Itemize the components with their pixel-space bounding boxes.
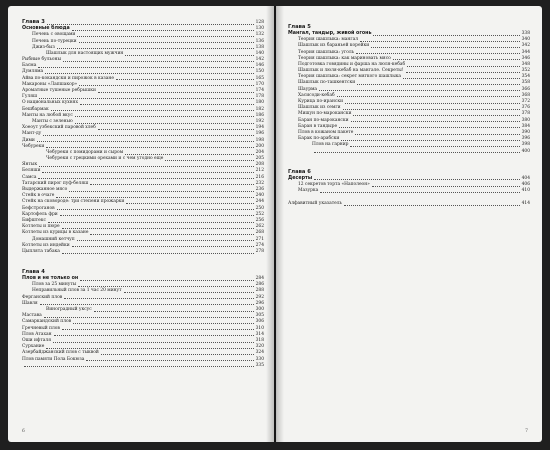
toc-title: Домашний кетчуп: [32, 236, 75, 242]
page-ref: 136: [255, 38, 264, 44]
toc-title: Бифштекс: [22, 217, 46, 223]
page-ref: 274: [255, 242, 264, 248]
chapter3-list: [22, 26, 264, 255]
page-ref: 186: [255, 112, 264, 118]
toc-title: Манты на любой вкус: [22, 112, 73, 118]
leader-dots: [371, 47, 519, 48]
page-ref: 292: [255, 294, 264, 300]
chapter-label: Глава 3: [22, 18, 45, 25]
page-ref: 268: [255, 230, 264, 236]
leader-dots: [337, 96, 520, 97]
page-ref: 406: [521, 181, 530, 187]
page-ref: 390: [521, 129, 530, 135]
leader-dots: [40, 304, 254, 305]
leader-dots: [353, 115, 519, 116]
toc-title: Теория шашлыка: уголь: [298, 49, 355, 55]
toc-title: Чебуреки: [22, 143, 45, 149]
leader-dots: [341, 140, 519, 141]
toc-title: Чебуреки с грецкими орехами и с чем угодно еще: [46, 156, 164, 162]
leader-dots: [46, 147, 253, 148]
leader-dots: [53, 342, 254, 343]
page-ref: 146: [255, 63, 264, 69]
toc-title: Ферганский плов: [22, 294, 63, 300]
page-ref: 368: [521, 92, 530, 98]
leader-dots: [126, 203, 253, 204]
leader-dots: [78, 286, 253, 287]
toc-title: Мишун по-марокански: [298, 111, 352, 117]
toc-title: Азербайджанский плов с тыквой: [22, 350, 99, 356]
toc-title: Барак по-арабски: [298, 136, 340, 142]
toc-title: Плов за 25 минуты: [32, 282, 77, 288]
toc-title: Самаркандский плов: [22, 319, 72, 325]
page-ref: 204: [255, 149, 264, 155]
leader-dots: [62, 228, 254, 229]
toc-title: Картофель фри: [22, 211, 58, 217]
leader-dots: [351, 121, 520, 122]
leader-dots: [319, 90, 520, 91]
spacer: [288, 194, 530, 201]
leader-dots: [350, 146, 519, 147]
leader-dots: [345, 103, 520, 104]
leader-dots: [320, 192, 519, 193]
toc-title: Мангал, тандыр, живой огонь: [288, 30, 372, 36]
page-ref: 212: [255, 168, 264, 174]
leader-dots: [165, 160, 253, 161]
page-ref: 305: [255, 313, 264, 319]
page-ref: 330: [255, 356, 264, 362]
page-ref: 284: [255, 276, 264, 282]
spacer: [288, 155, 530, 165]
leader-dots: [86, 360, 253, 361]
page-ref: 132: [255, 32, 264, 38]
page-ref: 198: [255, 137, 264, 143]
toc-title: Баран по-марокански: [298, 117, 349, 123]
toc-title: Дими: [22, 137, 35, 143]
leader-dots: [124, 292, 254, 293]
page-ref: 208: [255, 162, 264, 168]
page-ref: 372: [521, 99, 530, 105]
page-ref: 338: [521, 30, 530, 36]
leader-dots: [38, 67, 253, 68]
leader-dots: [63, 61, 254, 62]
page-ref: 256: [255, 217, 264, 223]
right-page: [276, 6, 542, 442]
toc-title: О национальных кухнях: [22, 100, 78, 106]
leader-dots: [57, 209, 254, 210]
leader-dots: [403, 78, 520, 79]
toc-title: Беляши: [22, 168, 41, 174]
leader-dots: [43, 135, 253, 136]
leader-dots: [355, 134, 519, 135]
toc-title: Мант-ду: [22, 131, 42, 137]
toc-title: Шавля: [22, 300, 38, 306]
toc-title: 12 секретов торта «Наполеон»: [298, 181, 370, 187]
chapter-label: Глава 6: [288, 168, 311, 175]
leader-dots: [360, 41, 520, 42]
leader-dots: [39, 166, 253, 167]
page-ref: 192: [255, 118, 264, 124]
toc-title: Шашлык для настоящих мужчин: [46, 50, 124, 56]
leader-dots: [98, 129, 254, 130]
toc-title: Сурхание: [22, 344, 45, 350]
page-ref: 366: [521, 86, 530, 92]
page-ref: 244: [255, 199, 264, 205]
leader-dots: [39, 98, 253, 99]
leader-dots: [125, 154, 253, 155]
leader-dots: [98, 92, 254, 93]
leader-dots: [75, 123, 254, 124]
chapter4-list: [22, 276, 264, 369]
page-ref: 138: [255, 44, 264, 50]
toc-title: Шашлык из семги: [298, 105, 341, 111]
leader-dots: [94, 311, 254, 312]
leader-dots: [79, 85, 253, 86]
leader-dots: [77, 240, 254, 241]
toc-title: Шашлык по-ташкентски: [298, 80, 356, 86]
toc-title: Выдержанное мясо: [22, 187, 68, 193]
page-ref: 318: [255, 337, 264, 343]
toc-title: Айва по-кокандски и пирожок в казане: [22, 75, 114, 81]
page-ref: 346: [521, 55, 530, 61]
page-ref: 194: [255, 125, 264, 131]
toc-title: Манты с зеленью: [32, 118, 73, 124]
toc-title: Баран в тандыре: [298, 123, 338, 129]
page-ref: 380: [521, 117, 530, 123]
chapter5-list: [288, 31, 530, 155]
toc-entry: [22, 363, 264, 369]
page-ref: 240: [255, 193, 264, 199]
page-ref: 296: [255, 300, 264, 306]
leader-dots: [101, 354, 254, 355]
page-ref: 178: [255, 94, 264, 100]
page-ref: 174: [255, 88, 264, 94]
page-ref: 354: [521, 74, 530, 80]
leader-dots: [344, 205, 520, 206]
toc-title: Татарский пирог пуф-беляш: [22, 180, 89, 186]
toc-title: Теория шашлыка: мангал: [298, 37, 359, 43]
page-ref: 271: [255, 236, 264, 242]
toc-title: Шаурма: [298, 86, 318, 92]
toc-title: Янтык: [22, 162, 38, 168]
leader-dots: [60, 215, 254, 216]
page-ref: 236: [255, 187, 264, 193]
toc-title: Чебуреки с помидорами и сыром: [46, 149, 124, 155]
leader-dots: [406, 72, 520, 73]
leader-dots: [44, 317, 254, 318]
leader-dots: [54, 335, 254, 336]
leader-dots: [56, 197, 253, 198]
page-ref: 165: [255, 75, 264, 81]
toc-title: Басма: [22, 63, 37, 69]
page-ref: 140: [255, 50, 264, 56]
toc-title: Макароны «Лапшакор»: [22, 81, 78, 87]
leader-dots: [57, 48, 254, 49]
leader-dots: [90, 234, 253, 235]
page-ref: 278: [255, 248, 264, 254]
page-ref: 128: [255, 19, 264, 25]
leader-dots: [48, 222, 254, 223]
toc-title: Бефстроганов: [22, 205, 55, 211]
leader-dots: [45, 73, 253, 74]
leader-dots: [51, 110, 254, 111]
toc-title: Курица по-ирански: [298, 99, 344, 105]
page-ref: 378: [521, 111, 530, 117]
page-ref: 324: [255, 350, 264, 356]
page-ref: 376: [521, 105, 530, 111]
page-ref: 142: [255, 57, 264, 63]
page-ref: 216: [255, 174, 264, 180]
page-ref: 342: [521, 43, 530, 49]
toc-title: Стейк на сковороде: три степени прожарки: [22, 199, 125, 205]
page-ref: 348: [521, 61, 530, 67]
toc-title: Алфавитный указатель: [288, 201, 342, 207]
page-ref: 170: [255, 81, 264, 87]
leader-dots: [90, 184, 253, 185]
page-ref: 384: [521, 123, 530, 129]
leader-dots: [42, 172, 253, 173]
toc-title: Шашлык и люля-кебаб на мангале. Секреты!: [298, 68, 404, 74]
toc-title: Плов на гарнир: [312, 142, 349, 148]
toc-entry-index: [288, 201, 530, 207]
leader-dots: [373, 35, 519, 36]
leader-dots: [80, 104, 254, 105]
leader-dots: [393, 59, 520, 60]
toc-title: Гречневый плов: [22, 325, 60, 331]
leader-dots: [38, 178, 253, 179]
page-ref: 286: [255, 282, 264, 288]
leader-dots: [356, 53, 520, 54]
leader-dots: [37, 141, 254, 142]
leader-dots: [72, 246, 254, 247]
toc-title: Шашлык из бараньей корейки: [298, 43, 370, 49]
page-ref: 306: [255, 319, 264, 325]
toc-title: Котлеты и пюре: [22, 224, 60, 230]
page-ref: 180: [255, 100, 264, 106]
chapter6-list: [288, 176, 530, 195]
chapter-label: Глава 5: [288, 24, 311, 30]
page-ref: 262: [255, 224, 264, 230]
toc-title: Рыбные бульоны: [22, 57, 61, 63]
page-ref: 400: [521, 148, 530, 154]
page-ref: 252: [255, 211, 264, 217]
leader-dots: [314, 152, 520, 153]
page-ref: 200: [255, 143, 264, 149]
page-ref: 352: [521, 68, 530, 74]
leader-dots: [69, 191, 253, 192]
leader-dots: [357, 84, 519, 85]
leader-dots: [116, 79, 254, 80]
page-ref: 340: [521, 37, 530, 43]
toc-title: Бешбармак: [22, 106, 49, 112]
page-ref: 288: [255, 288, 264, 294]
toc-title: Гуляш: [22, 94, 38, 100]
toc-title: Подготовка говядины и фарша на люля-кебаб: [298, 61, 406, 67]
toc-title: Котлеты из курицы в казане: [22, 230, 89, 236]
spacer: [22, 255, 264, 265]
leader-dots: [77, 36, 253, 37]
leader-dots: [407, 66, 519, 67]
leader-dots: [64, 298, 253, 299]
leader-dots: [73, 323, 254, 324]
toc-title: Плов Атахан: [22, 331, 52, 337]
page-ref: 205: [255, 156, 264, 162]
page-ref: 335: [255, 362, 264, 368]
leader-dots: [79, 42, 254, 43]
leader-dots: [125, 55, 253, 56]
leader-dots: [372, 186, 520, 187]
toc-title: Самса: [22, 174, 37, 180]
page-ref: 232: [255, 180, 264, 186]
toc-title: Печень по-турецки: [32, 38, 77, 44]
toc-title: Хоеоут узбекский паровой хлеб: [22, 125, 96, 131]
page-ref: 196: [255, 131, 264, 137]
toc-title: Цыплята табака: [22, 248, 60, 254]
leader-dots: [47, 24, 254, 25]
page-ref: 404: [521, 175, 530, 181]
page-ref: 300: [255, 307, 264, 313]
page-ref: 358: [521, 80, 530, 86]
toc-title: Виноградный уксус: [46, 307, 92, 313]
leader-dots: [80, 280, 253, 281]
toc-title: Джиз-быз: [32, 44, 55, 50]
toc-title: Теория шашлыка: как мариновать мясо: [298, 55, 391, 61]
leader-dots: [339, 127, 520, 128]
toc-title: Оши ифталя: [22, 337, 51, 343]
page-ref: 414: [521, 201, 530, 207]
toc-title: Хасисоди-кебаб: [298, 92, 335, 98]
chapter-label: Глава 4: [22, 269, 45, 276]
leader-dots: [314, 179, 519, 180]
page-ref: 150: [255, 69, 264, 75]
leader-dots: [62, 253, 254, 254]
page-ref: 250: [255, 205, 264, 211]
page-ref: 398: [521, 142, 530, 148]
page-ref: 130: [255, 26, 264, 32]
toc-title: Мастава: [22, 313, 42, 319]
page-ref: 410: [521, 188, 530, 194]
toc-title: Стейк в очаге: [22, 193, 55, 199]
toc-title: Основные блюда: [22, 26, 70, 32]
toc-title: Неправильный плов за 1 час 20 минут: [32, 288, 122, 294]
page-ref: 320: [255, 344, 264, 350]
leader-dots: [24, 366, 254, 367]
toc-title: Плов и не только он: [22, 276, 79, 282]
leader-dots: [343, 109, 520, 110]
page-ref: 182: [255, 106, 264, 112]
leader-dots: [62, 329, 254, 330]
toc-title: Десерты: [288, 175, 313, 181]
page-number: 7: [525, 429, 528, 434]
leader-dots: [75, 116, 254, 117]
left-page: [8, 6, 274, 442]
page-number: 6: [22, 429, 25, 434]
toc-title: Ароматные тушеные ребрышки: [22, 88, 96, 94]
toc-title: Котлеты из индейки: [22, 242, 70, 248]
page-ref: 314: [255, 331, 264, 337]
toc-title: Думляма: [22, 69, 44, 75]
leader-dots: [72, 30, 254, 31]
page-ref: 396: [521, 136, 530, 142]
toc-title: Печень с овощами: [32, 32, 76, 38]
toc-title: Теория шашлыка: секрет мягкого шашлыка: [298, 74, 402, 80]
page-ref: 310: [255, 325, 264, 331]
page-ref: 344: [521, 49, 530, 55]
toc-title: Мазурка: [298, 188, 319, 194]
toc-title: Плов памяти Пола Бокюза: [22, 356, 85, 362]
leader-dots: [46, 348, 253, 349]
toc-title: Плов в кожаном пакете: [298, 129, 354, 135]
